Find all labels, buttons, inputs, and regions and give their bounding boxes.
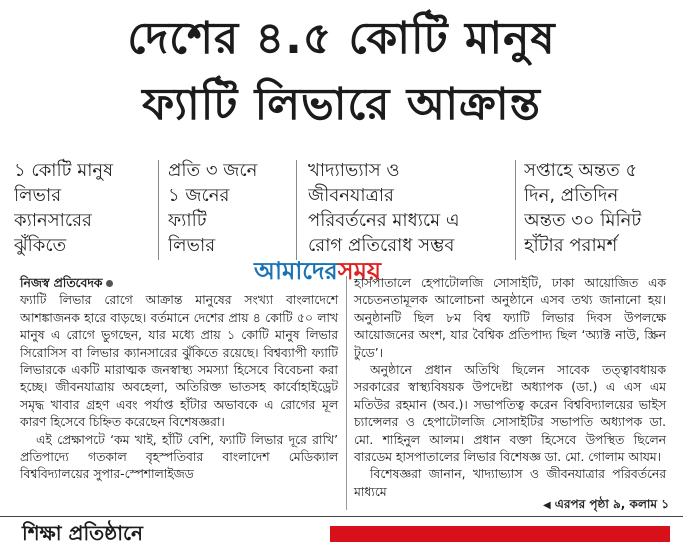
highlight-line: হাঁটার পরামর্শ (524, 235, 618, 256)
highlight-divider (158, 160, 159, 260)
highlight-line: ১ জনের (168, 185, 230, 206)
next-story-heading: শিক্ষা প্রতিষ্ঠানে (22, 521, 143, 545)
highlight-line: লিভার (168, 235, 216, 256)
byline: নিজস্ব প্রতিবেদক (20, 276, 103, 290)
headline-line-1: দেশের ৪.৫ কোটি মানুষ (127, 13, 556, 64)
highlight-line: ক্যানসারের (14, 210, 92, 231)
highlight-1 (14, 158, 156, 260)
article-paragraph: হাসপাতালে হেপাটোলজি সোসাইটি, ঢাকা আয়োজিত এক সচেতনতামূলক আলোচনা অনুষ্ঠানে এসব তথ্য জানানো হয়। অনুষ্ঠানটি ছিল ৮ম বিশ্ব ফ্যাটি লিভার দিবস উপলক্ষে আয়োজনের অংশ, যার বৈশ্বিক প্রতিপাদ্য ছিল ‘অ্যাক্ট নাউ, স্ক্রিন টুডে’। (354, 276, 666, 360)
highlight-divider (515, 160, 516, 260)
red-banner (330, 526, 670, 542)
highlight-line: দিন, প্রতিদিন (524, 185, 619, 206)
continued-text: এরপর পৃষ্ঠা ৯, কলাম ১ (554, 497, 669, 511)
highlight-2 (168, 158, 288, 260)
bullet-icon (106, 280, 113, 287)
highlight-divider (296, 160, 297, 260)
highlight-line: খাদ্যাভ্যাস ও (308, 160, 400, 181)
highlight-line: লিভার (14, 185, 62, 206)
highlight-row (14, 158, 669, 260)
article-paragraph: অনুষ্ঠানে প্রধান অতিথি ছিলেন সাবেক তত্ত্বাবধায়ক সরকারের স্বাস্থ্যবিষয়ক উপদেষ্টা অধ্যাপক (ডা.) এ এস এম মতিউর রহমান (অব.)। সভাপতিত্ব করেন বিশ্ববিদ্যালয়ের ভাইস চ্যান্সেলর ও হেপাটোলজি সোসাইটির সভাপতি অধ্যাপক ডা. মো. শাহিনুল আলম। প্রধান বক্তা হিসেবে উপস্থিত ছিলেন বারডেম হাসপাতালের লিভার বিশেষজ্ঞ ডা. মো. গোলাম আযম। (354, 363, 666, 465)
column-divider (346, 276, 347, 510)
highlight-line: পরিবর্তনের মাধ্যমে এ (308, 210, 460, 231)
highlight-line: জীবনযাত্রার (308, 185, 394, 206)
article-column-1 (20, 275, 338, 484)
highlight-line: রোগ প্রতিরোধ সম্ভব (308, 235, 455, 256)
highlight-line: ফ্যাটি (168, 210, 207, 231)
headline-line-2: ফ্যাটি লিভারে আক্রান্ত (142, 79, 541, 130)
highlight-3 (308, 158, 508, 260)
article-paragraph: এই প্রেক্ষাপটে ‘কম খাই, হাঁটি বেশি, ফ্যাটি লিভার দূরে রাখি’ প্রতিপাদ্যে গতকাল বৃহস্পতিবার বাংলাদেশ মেডিক্যাল বিশ্ববিদ্যালয়ের সুপার-স্পেশালাইজড (20, 432, 338, 482)
continued-link[interactable] (543, 496, 669, 516)
article-column-2 (354, 275, 666, 501)
article-paragraph: বিশেষজ্ঞরা জানান, খাদ্যাভ্যাস ও জীবনযাত্রার পরিবর্তনের মাধ্যমে (354, 467, 666, 499)
bottom-divider (0, 516, 683, 517)
article-paragraph: ফ্যাটি লিভার রোগে আক্রান্ত মানুষের সংখ্যা বাংলাদেশে আশঙ্কাজনক হারে বাড়ছে। বর্তমানে দেশের প্রায় ৪ কোটি ৫০ লাখ মানুষ এ রোগে ভুগছেন, যার মধ্যে প্রায় ১ কোটি মানুষ লিভার সিরোসিস বা লিভার ক্যানসারের ঝুঁকিতে রয়েছে। বিশ্বব্যাপী ফ্যাটি লিভারকে একটি মারাত্মক জনস্বাস্থ্য সমস্যা হিসেবে বিবেচনা করা হচ্ছে। জীবনযাত্রায় অবহেলা, অতিরিক্ত ভাতসহ কার্বোহাইড্রেট সমৃদ্ধ খাবার গ্রহণ এবং পর্যাপ্ত হাঁটার অভাবকে এ রোগের মূল কারণ হিসেবে চিহ্নিত করেছেন বিশেষজ্ঞরা। (20, 293, 338, 430)
triangle-icon: ◀ (543, 500, 551, 511)
highlight-4 (524, 158, 669, 260)
highlight-line: প্রতি ৩ জনে (168, 160, 258, 181)
watermark-part-1: আমাদের (254, 257, 338, 285)
highlight-line: অন্তত ৩০ মিনিট (524, 210, 642, 231)
watermark-part-2: সময় (337, 257, 382, 285)
highlight-line: ১ কোটি মানুষ (14, 160, 114, 181)
highlight-line: ঝুঁকিতে (14, 235, 67, 256)
highlight-line: সপ্তাহে অন্তত ৫ (524, 160, 638, 181)
